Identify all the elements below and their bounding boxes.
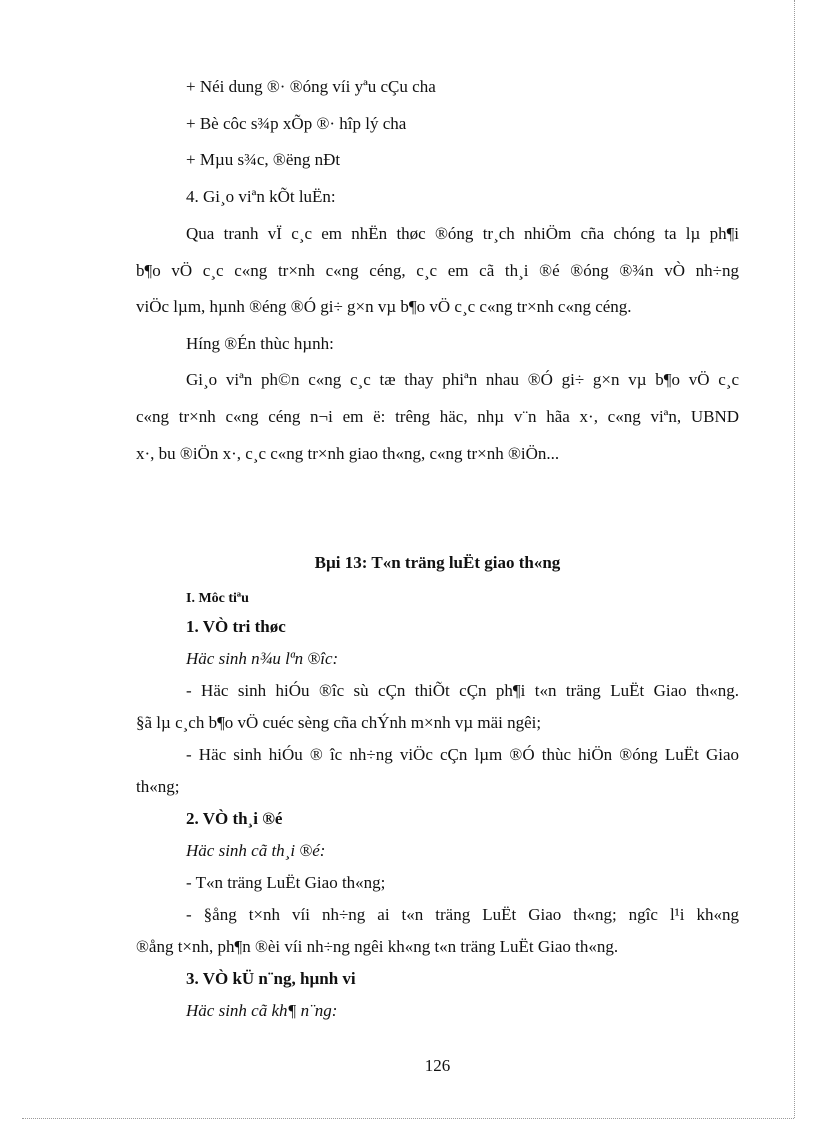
- paragraph-line: x·, bu ®iÖn x·, c¸c c«ng tr×nh giao th«ng, c«ng tr×nh ®iÖn...: [136, 444, 560, 463]
- practice-guide-heading: Híng ®Én thùc hµnh:: [186, 334, 334, 353]
- paragraph-line: Gi¸o viªn ph©n c«ng c¸c tæ thay phiªn nhau ®Ó gi÷ g×n vµ b¶o vÖ c¸c: [186, 370, 739, 389]
- paragraph-line: - T«n träng LuËt Giao th«ng;: [186, 873, 386, 892]
- section-objectives-heading: I. Môc tiªu: [186, 591, 249, 606]
- paragraph-line: c«ng tr×nh c«ng céng n¬i em ë: trêng häc, nhµ v¨n hãa x·, c«ng viªn, UBND: [136, 407, 739, 426]
- line-color-check: + Mµu s¾c, ®ëng nÐt: [186, 150, 341, 169]
- lesson-title: Bµi 13: T«n träng luËt giao th«ng: [314, 553, 561, 572]
- subsection-attitude-heading: 2. VÒ th¸i ®é: [186, 809, 283, 828]
- paragraph-line: Qua tranh vÏ c¸c em nhËn thøc ®óng tr¸ch nhiÖm cña chóng ta lµ ph¶i: [186, 224, 739, 243]
- paragraph-line: - §ång t×nh víi nh÷ng ai t«n träng LuËt Giao th«ng; ngîc l¹i kh«ng: [186, 905, 739, 924]
- page-border-right: [794, 0, 795, 1118]
- italic-intro-line: Häc sinh cã th¸i ®é:: [186, 841, 326, 860]
- line-teacher-conclusion-heading: 4. Gi¸o viªn kÕt luËn:: [186, 187, 336, 206]
- paragraph-line: th«ng;: [136, 777, 180, 796]
- italic-intro-line: Häc sinh cã kh¶ n¨ng:: [186, 1001, 338, 1020]
- paragraph-line: b¶o vÖ c¸c c«ng tr×nh c«ng céng, c¸c em cã th¸i ®é ®óng ®¾n vÒ nh÷ng: [136, 261, 739, 280]
- subsection-skills-heading: 3. VÒ kÜ n¨ng, hµnh vi: [186, 969, 356, 988]
- italic-intro-line: Häc sinh n¾u lªn ®îc:: [186, 649, 339, 668]
- line-content-check: + Néi dung ®· ®óng víi yªu cÇu cha: [186, 77, 436, 96]
- page-border-bottom: [22, 1118, 794, 1119]
- paragraph-line: viÖc lµm, hµnh ®éng ®Ó gi÷ g×n vµ b¶o vÖ c¸c c«ng tr×nh c«ng céng.: [136, 297, 632, 316]
- page-number: 126: [424, 1056, 451, 1075]
- subsection-knowledge-heading: 1. VÒ tri thøc: [186, 617, 286, 636]
- line-layout-check: + Bè côc s¾p xÕp ®· hîp lý cha: [186, 114, 407, 133]
- paragraph-line: - Häc sinh hiÓu ®îc sù cÇn thiÕt cÇn ph¶i t«n träng LuËt Giao th«ng.: [186, 681, 739, 700]
- paragraph-line: ®ång t×nh, ph¶n ®èi víi nh÷ng ngêi kh«ng t«n träng LuËt Giao th«ng.: [136, 937, 619, 956]
- paragraph-line: §ã lµ c¸ch b¶o vÖ cuéc sèng cña chÝnh m×nh vµ mäi ngêi;: [136, 713, 542, 732]
- paragraph-line: - Häc sinh hiÓu ® îc nh÷ng viÖc cÇn lµm ®Ó thùc hiÖn ®óng LuËt Giao: [186, 745, 739, 764]
